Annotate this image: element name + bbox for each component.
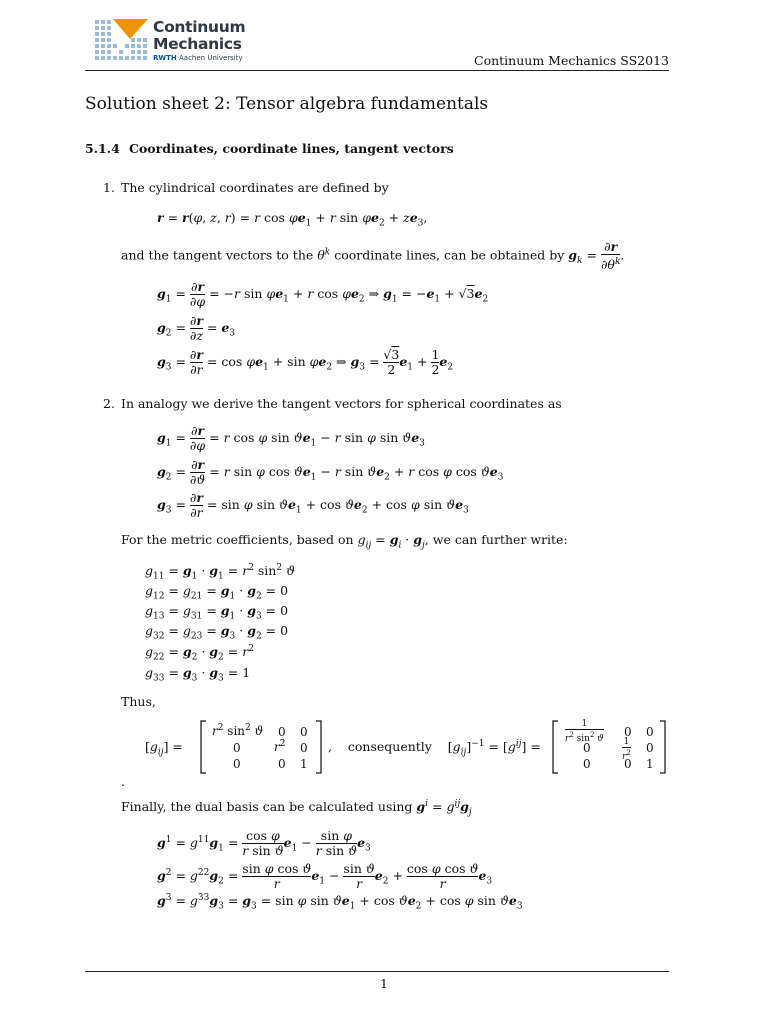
item-number: 2. <box>103 396 115 411</box>
section-title: Coordinates, coordinate lines, tangent vectors <box>129 141 454 156</box>
text-segment: Finally, the dual basis can be calculated using <box>121 799 413 815</box>
metric-matrix-cell: 0 <box>233 757 241 771</box>
metric-matrix-lhs: $[g_{ij}]$ = <box>145 739 183 758</box>
equation-g22: $g_{22} = g_2 \cdot g_2 = r^2$ <box>145 644 254 663</box>
equation-g3-spherical: $g_3$ = $\frac{\partial r}{\partial r}$ = sin φ $\sin ϑe_1 + \cos ϑe_2 + \cos \varphi$ $\sin ϑe_3$ <box>157 490 469 520</box>
inverse-matrix-cell: 0 <box>646 725 654 739</box>
header-rule <box>85 70 669 71</box>
equation-dual-g3: $g^3 = g^{33}g_3 = g_3 = \sin \varphi$ $\sin ϑe_1 + \cos ϑe_2 + \cos \varphi$ $\sin ϑe_3$ <box>157 893 523 912</box>
equation-g2-spherical: $g_2$ = $\frac{\partial r}{\partial ϑ}$ = r sin φ $\cos ϑe_1 - r$ $\sin ϑe_2 + r$ cos φ $\cos ϑe_3$ <box>157 457 504 487</box>
inverse-matrix-cell: 0 <box>624 725 632 739</box>
item-text: The cylindrical coordinates are defined by <box>121 180 389 195</box>
equation-g12: $g_{12} = g_{21} = g_1 \cdot g_2 = 0$ <box>145 583 289 602</box>
inverse-matrix-cell: 1 $r^2$ $\sin^2 ϑ$ <box>565 719 604 744</box>
inverse-matrix-cell: 0 <box>583 741 591 755</box>
item-text: In analogy we derive the tangent vectors for spherical coordinates as <box>121 396 562 411</box>
item-number: 1. <box>103 180 115 195</box>
text-segment: For the metric coefficients, based on <box>121 532 354 547</box>
logo-university-name: Aachen University <box>178 54 243 62</box>
metric-matrix-cell: $r^2$ <box>274 739 286 754</box>
logo-text-continuum: Continuum <box>153 18 246 36</box>
text-segment: consequently <box>347 739 432 755</box>
inverse-matrix-cell: 1 $r^2$ <box>622 737 631 762</box>
footer-rule <box>85 971 669 972</box>
equation-g13: $g_{13} = g_{31} = g_1 \cdot g_3 = 0$ <box>145 603 289 622</box>
text-segment: , we can further write: <box>424 532 568 547</box>
text-segment: and the tangent vectors to the <box>121 247 314 263</box>
page-number: 1 <box>380 976 388 991</box>
text-segment: coordinate lines, can be obtained by <box>334 247 565 263</box>
period-mark: . <box>121 774 125 789</box>
thus-text: Thus, <box>121 694 156 709</box>
inverse-matrix-cell: 0 <box>624 757 632 771</box>
equation-g3-cylindrical: $g_3$ = $\frac{\partial r}{\partial r}$ = $\cos \varphi e_1 + \sin \varphi e_2$ ⇒ $g_3$ = $\frac{√3}{2}$ $e_1$ + $\frac{1}{2}$ $e_2$ <box>157 347 454 377</box>
consequently-line: , consequently $[g_{ij}]^{-1} = [g^{ij}]$ = <box>328 739 541 758</box>
inverse-matrix-cell: 0 <box>583 757 591 771</box>
metric-matrix-cell: 0 <box>278 725 286 739</box>
rwth-logo-icon <box>93 17 149 65</box>
fraction: $\frac{\partial r}{\partial\theta^k}$ <box>600 239 621 273</box>
dual-basis-intro-line: Finally, the dual basis can be calculated using $g^i = g^{ij}g_j$ <box>121 799 472 818</box>
metric-intro-line: For the metric coefficients, based on $g_{ij} = g_i \cdot g_j$, we can further write: <box>121 532 568 551</box>
equation-g1-spherical: $g_1$ = $\frac{\partial r}{\partial\varphi}$ = r cos φ $\sin ϑe_1 - r$ sin φ $\sin ϑe_3$ <box>157 423 425 453</box>
equation-dual-g1: $g^1 = g^{11}g_1$ = $\frac{\text{cos φ}}{\text{r sin ϑ}}$ $e_1$ − $\frac{\text{sin φ}}{\text{r sin ϑ}}$ $e_3$ <box>157 828 371 858</box>
equation-g1-cylindrical: $g_1$ = $\frac{\partial r}{\partial\varphi}$ = −r $\sin \varphi e_1 + r$ $\cos \varphi e_2$ ⇒ $g_1 = -e_1 + √3e_2$ <box>157 279 489 309</box>
logo-brand: RWTH <box>153 54 177 62</box>
section-number: 5.1.4 <box>85 141 120 156</box>
section-heading <box>85 141 454 156</box>
equation-g33: $g_{33} = g_3 \cdot g_3 = 1$ <box>145 665 251 684</box>
inverse-matrix-cell: 1 <box>646 757 654 771</box>
page-title: Solution sheet 2: Tensor algebra fundamentals <box>85 94 489 114</box>
equation-dual-g2: $g^2 = g^{22}g_2$ = $\frac{\text{sin φ cos ϑ}}{r}$ $e_1$ − $\frac{\text{sin ϑ}}{r}$ $e_2$ + $\frac{\text{cos φ cos ϑ}}{r}$ $e_3$ <box>157 861 493 891</box>
logo-text-university <box>153 54 243 62</box>
equation-position-vector: r = r(φ, z, r) = r $\cos \varphi e_1 + r$ $\sin \varphi e_2 + ze_3$, <box>157 210 428 229</box>
metric-matrix-cell: 0 <box>300 741 308 755</box>
metric-matrix-cell: 1 <box>300 757 308 771</box>
metric-matrix-cell: 0 <box>278 757 286 771</box>
tangent-definition-line: and the tangent vectors to the $\theta^k$ coordinate lines, can be obtained by $g_k$ = $\frac{\partial r}{\partial\theta^k}$ . <box>121 239 625 273</box>
equation-g2-cylindrical: $g_2$ = $\frac{\partial r}{\partial z}$ = $e_3$ <box>157 313 236 343</box>
equation-g32: $g_{32} = g_{23} = g_3 \cdot g_2 = 0$ <box>145 623 289 642</box>
inverse-matrix-cell: 0 <box>646 741 654 755</box>
running-header: Continuum Mechanics SS2013 <box>474 53 669 68</box>
metric-matrix-cell: $r^2$ $\sin^2 ϑ$ <box>212 723 264 738</box>
metric-matrix-cell: 0 <box>233 741 241 755</box>
equation-g11: $g_{11} = g_1 \cdot g_1 = r^2$ $\sin^2 ϑ$ <box>145 563 296 582</box>
metric-matrix-cell: 0 <box>300 725 308 739</box>
logo-text-mechanics: Mechanics <box>153 35 242 53</box>
